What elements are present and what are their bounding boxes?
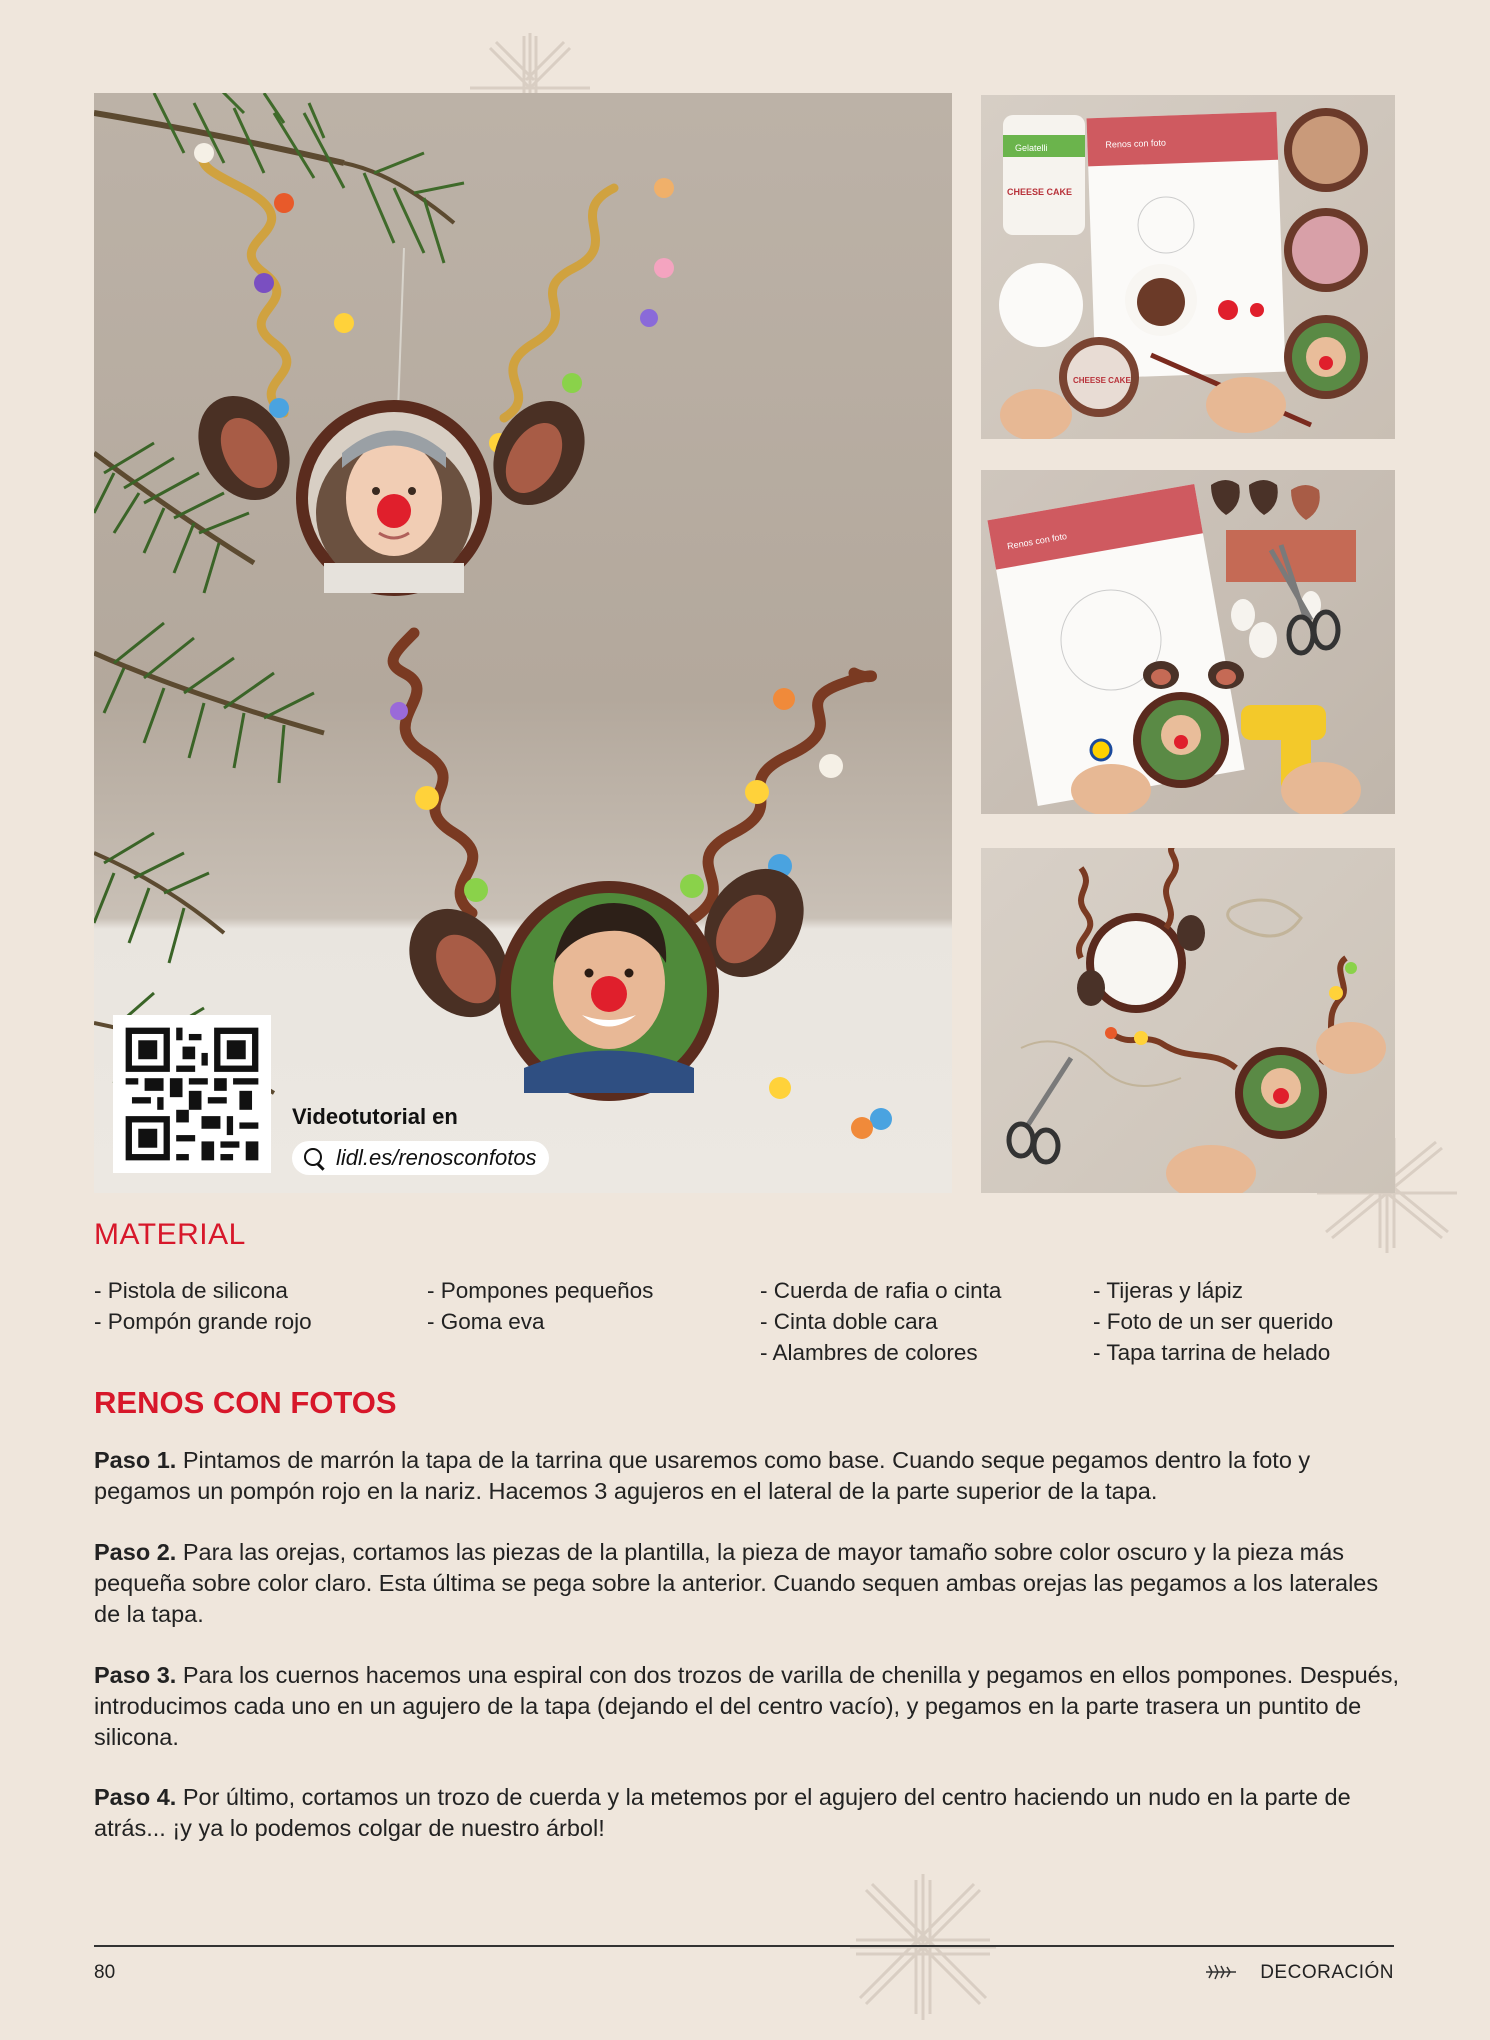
qr-code[interactable]	[113, 1015, 271, 1173]
pompom-nose-lower	[591, 976, 627, 1012]
step-label: Paso 2.	[94, 1539, 177, 1565]
material-item: - Foto de un ser querido	[1093, 1309, 1334, 1334]
snowflake-decoration-top	[470, 28, 590, 94]
page-number: 80	[94, 1962, 116, 1983]
material-item: - Tapa tarrina de helado	[1093, 1340, 1331, 1365]
template-title-1: Renos con foto	[1105, 137, 1167, 150]
pompom-nose-upper	[377, 494, 411, 528]
material-column-3	[760, 1275, 1001, 1368]
material-item: - Pistola de silicona	[94, 1278, 288, 1303]
snowflake-decoration-bottom	[848, 1872, 998, 2022]
video-tutorial-label: Videotutorial en	[292, 1104, 458, 1129]
antler-right-gold	[504, 188, 614, 418]
tub-brand: Gelatelli	[1015, 143, 1048, 153]
branch-icon	[1204, 1962, 1238, 1982]
step-photo-antlers-string	[981, 848, 1395, 1193]
pine-branch-top	[94, 93, 464, 263]
footer-divider	[94, 1945, 1394, 1947]
antler-left-gold	[203, 153, 287, 413]
material-item: - Pompón grande rojo	[94, 1309, 312, 1334]
material-item: - Cinta doble cara	[760, 1309, 938, 1334]
step-4	[94, 1782, 1404, 1844]
step-label: Paso 1.	[94, 1447, 177, 1473]
page-title: RENOS CON FOTOS	[94, 1385, 397, 1420]
material-heading: MATERIAL	[94, 1218, 246, 1251]
section-label: DECORACIÓN	[1260, 1962, 1394, 1983]
search-icon	[304, 1148, 322, 1166]
material-item: - Cuerda de rafia o cinta	[760, 1278, 1002, 1303]
material-item: - Pompones pequeños	[427, 1278, 654, 1303]
template-title-2: Renos con foto	[1006, 530, 1068, 552]
step-text: Para las orejas, cortamos las piezas de la plantilla, la pieza de mayor tamaño sobre color oscuro y la pieza más pequeña sobre color claro. Esta última se pega sobre la anterior. Cuando sequen ambas orejas las pegamos a los laterales de la tapa.	[94, 1539, 1379, 1627]
step-1	[94, 1445, 1404, 1507]
step-label: Paso 3.	[94, 1662, 177, 1688]
step-text: Pintamos de marrón la tapa de la tarrina que usaremos como base. Cuando seque pegamos dentro la foto y pegamos un pompón rojo en la nariz. Hacemos 3 agujeros en el lateral de la parte superior de la tapa.	[94, 1447, 1311, 1504]
material-column-1	[94, 1275, 312, 1337]
step-photo-cutting-ears	[981, 470, 1395, 814]
video-tutorial-url: lidl.es/renosconfotos	[336, 1145, 537, 1170]
step-label: Paso 4.	[94, 1784, 177, 1810]
material-column-4	[1093, 1275, 1333, 1368]
material-column-2	[427, 1275, 653, 1337]
step-2	[94, 1537, 1404, 1630]
step-text: Por último, cortamos un trozo de cuerda y la metemos por el agujero del centro haciendo un nudo en la parte de atrás... ¡y ya lo podemos colgar de nuestro árbol!	[94, 1784, 1351, 1841]
material-item: - Alambres de colores	[760, 1340, 978, 1365]
step-3	[94, 1660, 1404, 1753]
step-photo-painting-lid	[981, 95, 1395, 439]
antler-left-brown	[393, 633, 473, 913]
step-text: Para los cuernos hacemos una espiral con dos trozos de varilla de chenilla y pegamos en ellos pompones. Después, introducimos cada uno en un agujero de la tapa (dejando el del centro vacío), y pegamos en la parte trasera un puntito de silicona.	[94, 1662, 1399, 1750]
tub-flavor-label-2: CHEESE CAKE	[1073, 376, 1131, 385]
material-item: - Tijeras y lápiz	[1093, 1278, 1244, 1303]
tub-flavor-label: CHEESE CAKE	[1007, 187, 1073, 197]
material-item: - Goma eva	[427, 1309, 545, 1334]
video-tutorial-link[interactable]	[292, 1141, 549, 1175]
